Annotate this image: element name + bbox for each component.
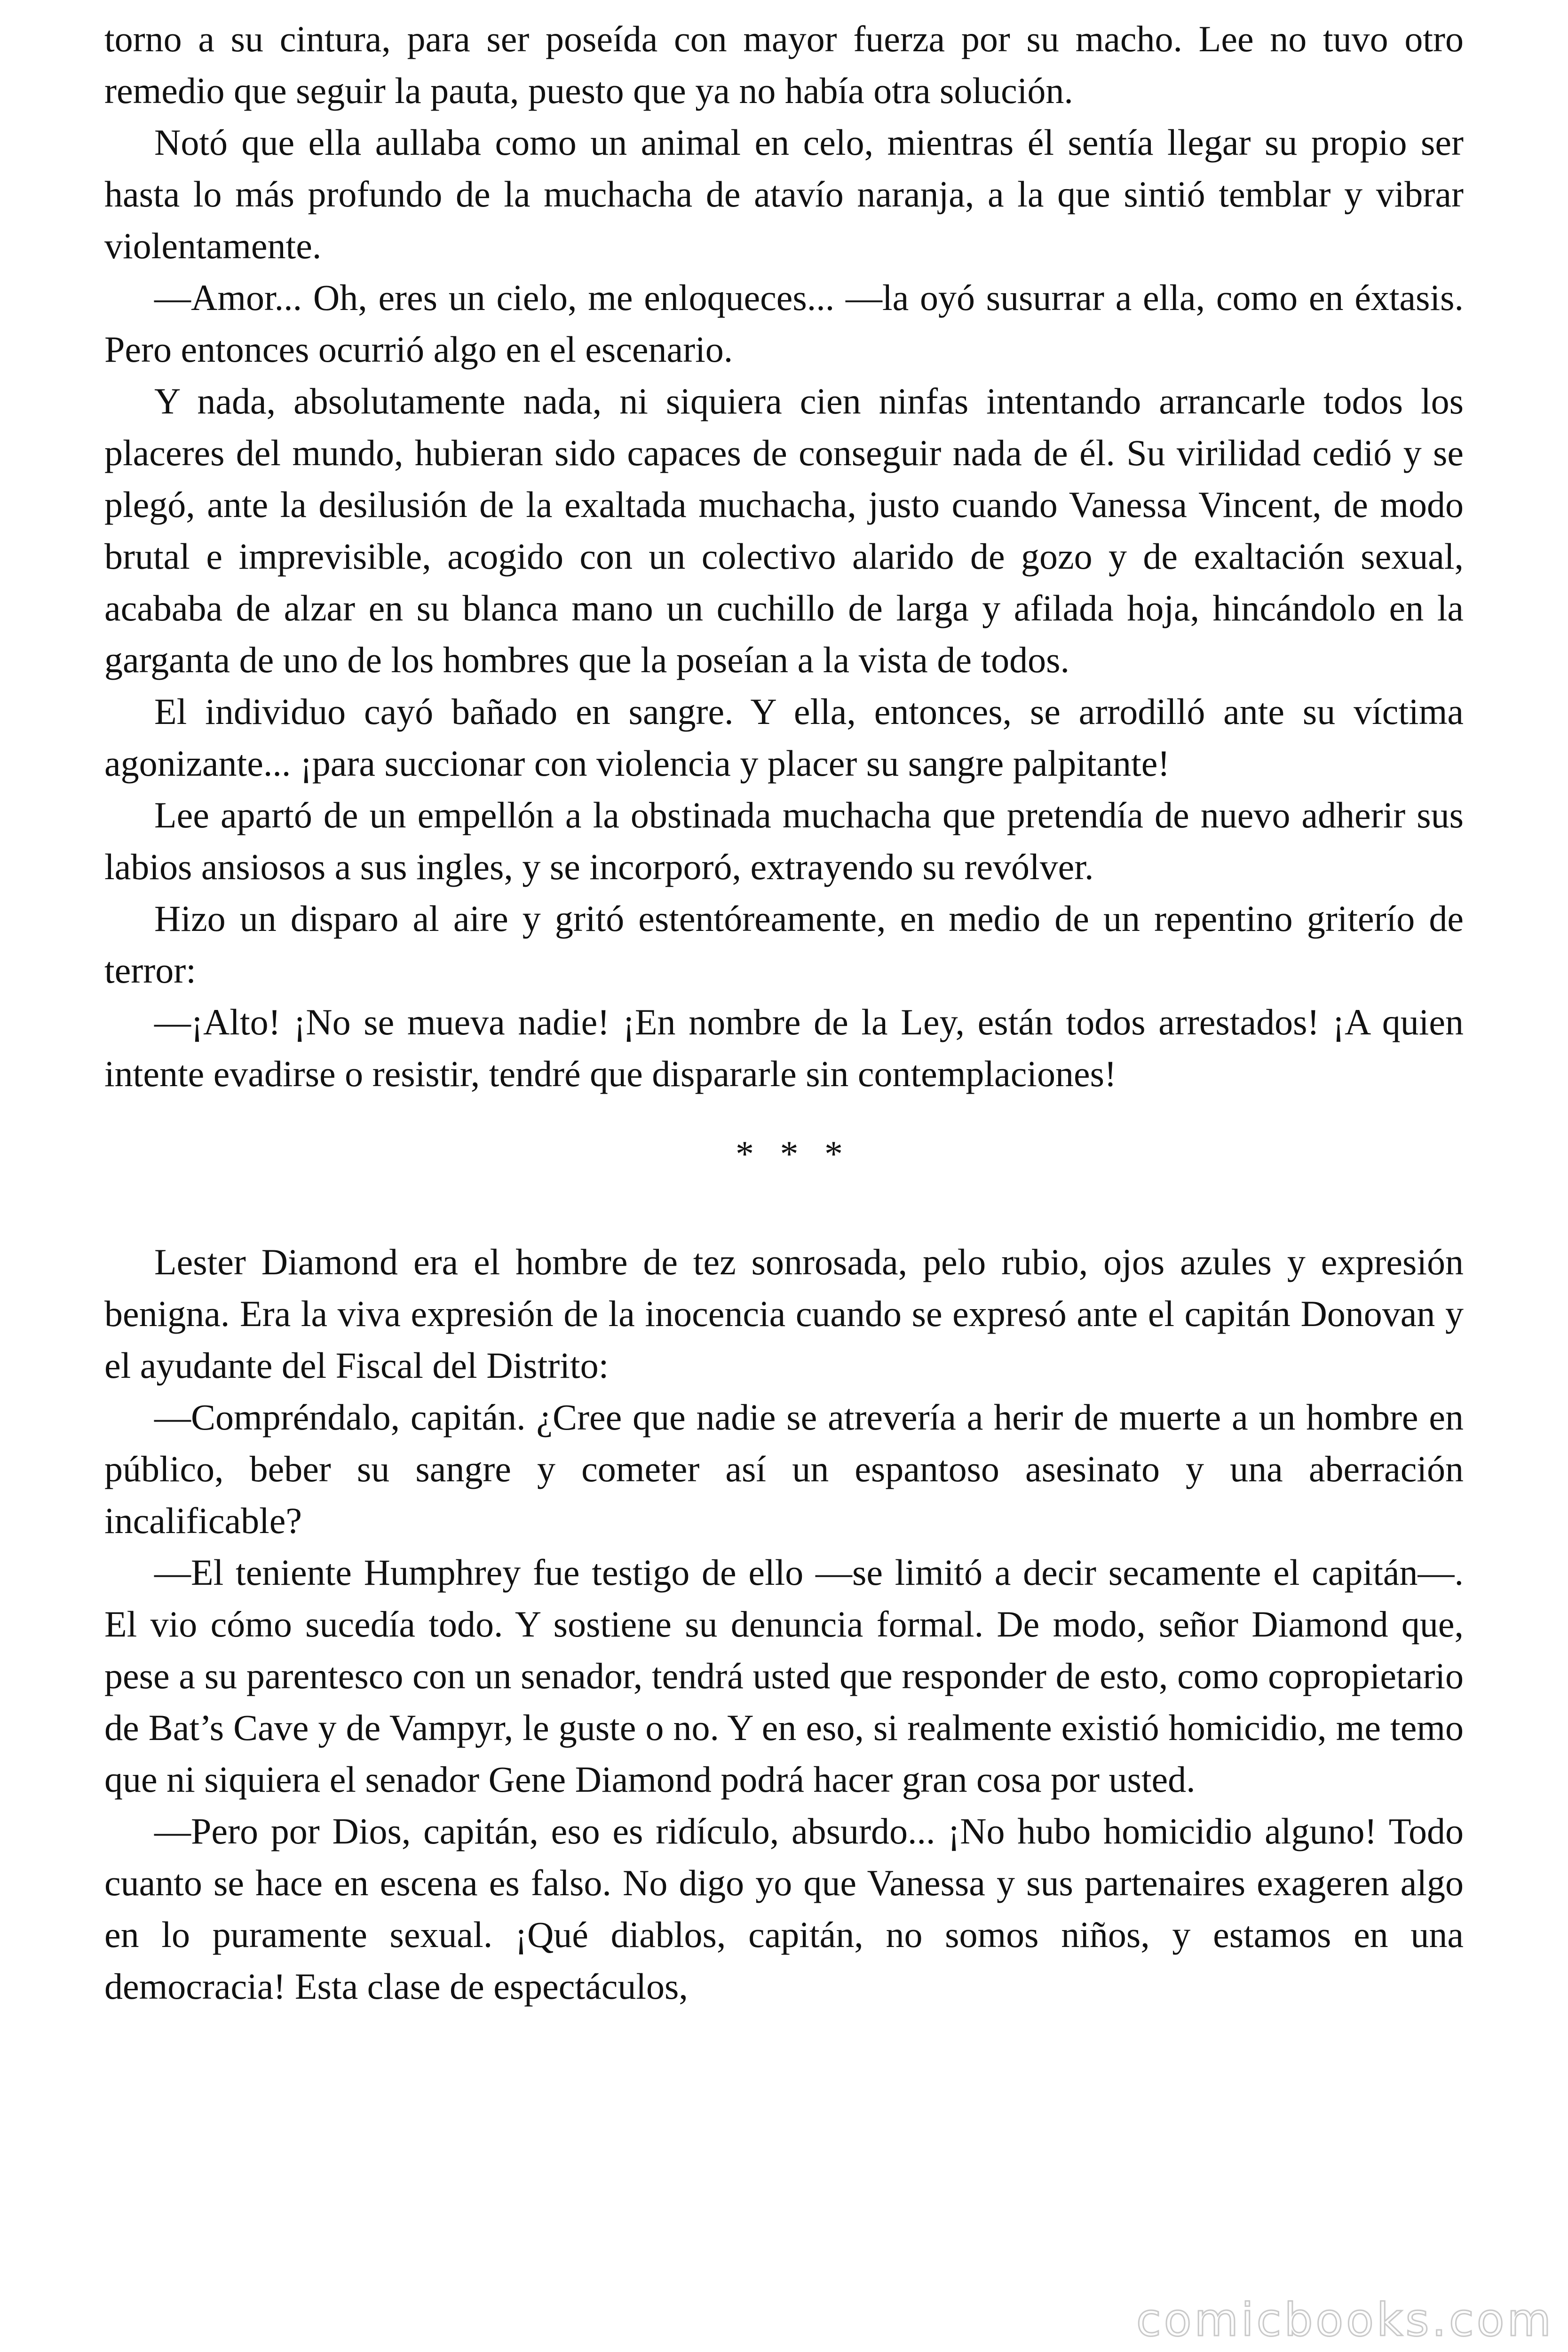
dialogue-paragraph: —Compréndalo, capitán. ¿Cree que nadie se atrevería a herir de muerte a un hombre en público, beber su sangre y cometer así un espantoso asesinato y una aberración incalificable?	[104, 1397, 1464, 1541]
paragraph: El individuo cayó bañado en sangre. Y ella, entonces, se arrodilló ante su víctima agonizante... ¡para succionar con violencia y placer su sangre palpitante!	[104, 691, 1464, 784]
paragraph: Notó que ella aullaba como un animal en celo, mientras él sentía llegar su propio ser hasta lo más profundo de la muchacha de atavío naranja, a la que sintió temblar y vibrar violentamente.	[104, 122, 1464, 266]
scene-separator: * * *	[736, 1133, 851, 1174]
dialogue-paragraph: —¡Alto! ¡No se mueva nadie! ¡En nombre de la Ley, están todos arrestados! ¡A quien intente evadirse o resistir, tendré que dispararle sin contemplaciones!	[104, 1001, 1464, 1094]
paragraph: Lester Diamond era el hombre de tez sonrosada, pelo rubio, ojos azules y expresión benigna. Era la viva expresión de la inocencia cuando se expresó ante el capitán Donovan y el ayudante del Fiscal del Distrito:	[104, 1241, 1464, 1386]
paragraph: Hizo un disparo al aire y gritó estentóreamente, en medio de un repentino griterío de terror:	[104, 898, 1464, 991]
paragraph: Lee apartó de un empellón a la obstinada muchacha que pretendía de nuevo adherir sus labios ansiosos a sus ingles, y se incorporó, extrayendo su revólver.	[104, 795, 1464, 887]
body-text	[104, 13, 1464, 2012]
watermark-logo: comicbooks.com	[1136, 2294, 1554, 2346]
paragraph-continuation: torno a su cintura, para ser poseída con mayor fuerza por su macho. Lee no tuvo otro remedio que seguir la pauta, puesto que ya no había otra solución.	[104, 18, 1464, 111]
dialogue-paragraph: —El teniente Humphrey fue testigo de ello —se limitó a decir secamente el capitán—. El vio cómo sucedía todo. Y sostiene su denuncia formal. De modo, señor Diamond que, pese a su parentesco con un senador, tendrá usted que responder de esto, como copropietario de Bat’s Cave y de Vampyr, le guste o no. Y en eso, si realmente existió homicidio, me temo que ni siquiera el senador Gene Diamond podrá hacer gran cosa por usted.	[104, 1552, 1464, 1800]
dialogue-paragraph: —Amor... Oh, eres un cielo, me enloqueces... —la oyó susurrar a ella, como en éxtasis. Pero entonces ocurrió algo en el escenario.	[104, 277, 1464, 370]
paragraph: Y nada, absolutamente nada, ni siquiera cien ninfas intentando arrancarle todos los placeres del mundo, hubieran sido capaces de conseguir nada de él. Su virilidad cedió y se plegó, ante la desilusión de la exaltada muchacha, justo cuando Vanessa Vincent, de modo brutal e imprevisible, acogido con un colectivo alarido de gozo y de exaltación sexual, acababa de alzar en su blanca mano un cuchillo de larga y afilada hoja, hincándolo en la garganta de uno de los hombres que la poseían a la vista de todos.	[104, 381, 1464, 680]
dialogue-paragraph: —Pero por Dios, capitán, eso es ridículo, absurdo... ¡No hubo homicidio alguno! Todo cuanto se hace en escena es falso. No digo yo que Vanessa y sus partenaires exageren algo en lo puramente sexual. ¡Qué diablos, capitán, no somos niños, y estamos en una democracia! Esta clase de espectáculos,	[104, 1811, 1464, 2007]
